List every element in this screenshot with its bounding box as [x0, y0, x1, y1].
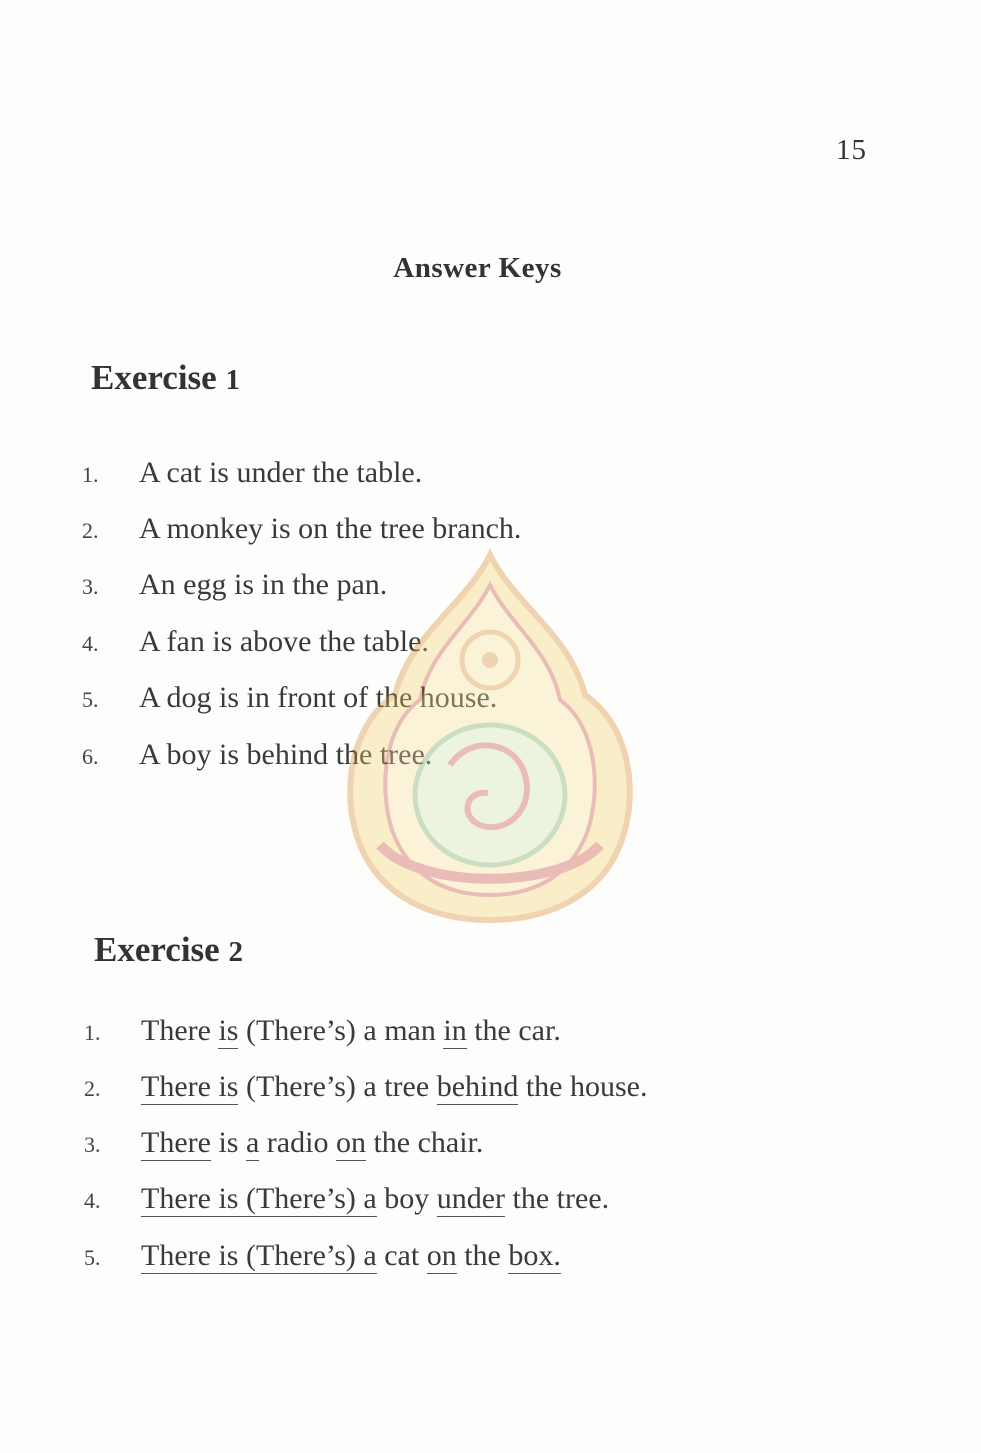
item-number: 4.	[84, 1188, 101, 1213]
item-text	[141, 1070, 647, 1104]
underlined-answer: There is (There’s) a	[141, 1239, 377, 1272]
item-text: An egg is in the pan.	[139, 568, 388, 601]
item-number: 1.	[84, 1020, 101, 1045]
seal-emblem-icon	[340, 545, 640, 925]
page-title: Answer Keys	[393, 252, 562, 284]
exercise-2-heading	[94, 930, 243, 970]
item-text: A cat is under the table.	[139, 456, 423, 489]
text-segment: the	[456, 1239, 509, 1272]
text-segment: radio	[259, 1126, 336, 1159]
item-text	[141, 1239, 561, 1273]
item-text	[141, 1126, 483, 1160]
page-number: 15	[836, 134, 867, 166]
exercise-2-heading-word: Exercise	[94, 930, 220, 969]
underlined-answer: behind	[436, 1070, 519, 1103]
item-number: 6.	[82, 744, 99, 769]
item-text	[141, 1182, 609, 1216]
text-segment: the chair.	[365, 1126, 484, 1159]
item-text: A monkey is on the tree branch.	[139, 512, 522, 545]
text-segment: (There’s) a man	[238, 1014, 444, 1047]
underlined-answer: under	[436, 1182, 506, 1215]
item-number: 5.	[84, 1245, 101, 1270]
underlined-answer: on	[426, 1239, 457, 1272]
underlined-answer: in	[443, 1014, 467, 1047]
item-number: 4.	[82, 631, 99, 656]
text-segment: boy	[376, 1182, 437, 1215]
item-number: 1.	[82, 462, 99, 487]
item-number: 2.	[82, 518, 99, 543]
item-number: 3.	[84, 1132, 101, 1157]
underlined-answer: a	[245, 1126, 260, 1159]
item-number: 2.	[84, 1076, 101, 1101]
item-text: A boy is behind the tree.	[139, 738, 433, 771]
item-text	[141, 1014, 561, 1048]
text-segment: the house.	[518, 1070, 648, 1103]
item-text: A dog is in front of the house.	[139, 681, 498, 714]
exercise-1-heading-word: Exercise	[91, 358, 217, 397]
underlined-answer: on	[335, 1126, 366, 1159]
underlined-answer: is	[218, 1014, 239, 1047]
item-number: 5.	[82, 687, 99, 712]
item-text: A fan is above the table.	[139, 625, 429, 658]
underlined-answer: There	[141, 1126, 211, 1159]
underlined-answer: There is (There’s) a	[141, 1182, 377, 1215]
underlined-answer: There is	[141, 1070, 239, 1103]
text-segment: There	[141, 1014, 219, 1047]
exercise-1-heading	[91, 358, 240, 398]
exercise-1-heading-number: 1	[225, 364, 240, 396]
exercise-2-heading-number: 2	[228, 936, 243, 968]
text-segment: (There’s) a tree	[238, 1070, 437, 1103]
text-segment: is	[210, 1126, 246, 1159]
seal-watermark-icon	[340, 545, 640, 925]
underlined-answer: box.	[508, 1239, 561, 1272]
item-number: 3.	[82, 574, 99, 599]
text-segment: the tree.	[505, 1182, 610, 1215]
text-segment: cat	[376, 1239, 427, 1272]
text-segment: the car.	[466, 1014, 561, 1047]
